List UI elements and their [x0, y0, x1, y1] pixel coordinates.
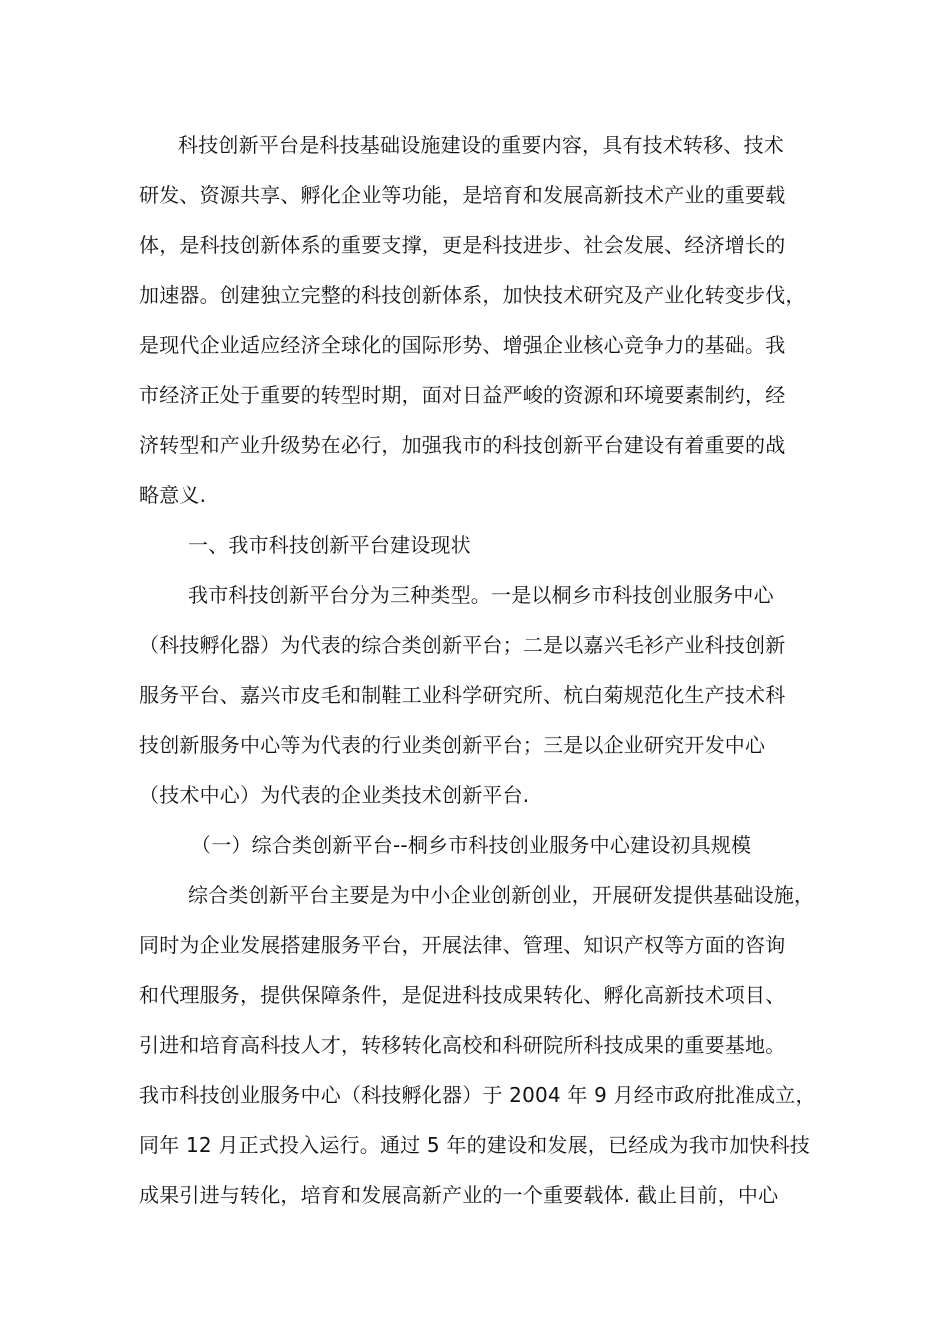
intro-line-1: 科技创新平台是科技基础设施建设的重要内容，具有技术转移、技术 [178, 133, 784, 157]
intro-line-5: 是现代企业适应经济全球化的国际形势、增强企业核心竞争力的基础。我 [139, 333, 786, 357]
types-line-5: （技术中心）为代表的企业类技术创新平台. [139, 783, 530, 807]
section-heading-1: 一、我市科技创新平台建设现状 [188, 533, 471, 557]
intro-line-4: 加速器。创建独立完整的科技创新体系，加快技术研究及产业化转变步伐， [139, 283, 806, 307]
types-line-4: 技创新服务中心等为代表的行业类创新平台；三是以企业研究开发中心 [139, 733, 766, 757]
comprehensive-line-1: 综合类创新平台主要是为中小企业创新创业，开展研发提供基础设施， [188, 883, 815, 907]
intro-line-2: 研发、资源共享、孵化企业等功能，是培育和发展高新技术产业的重要载 [139, 183, 786, 207]
comprehensive-line-7: 成果引进与转化，培育和发展高新产业的一个重要载体. 截止目前，中心 [139, 1183, 779, 1207]
types-line-3: 服务平台、嘉兴市皮毛和制鞋工业科学研究所、杭白菊规范化生产技术科 [139, 683, 786, 707]
intro-line-7: 济转型和产业升级势在必行，加强我市的科技创新平台建设有着重要的战 [139, 433, 786, 457]
types-line-1: 我市科技创新平台分为三种类型。一是以桐乡市科技创业服务中心 [188, 583, 774, 607]
intro-line-8: 略意义. [139, 483, 207, 507]
comprehensive-line-6: 同年 12 月正式投入运行。通过 5 年的建设和发展，已经成为我市加快科技 [139, 1133, 811, 1157]
types-line-2: （科技孵化器）为代表的综合类创新平台；二是以嘉兴毛衫产业科技创新 [139, 633, 786, 657]
comprehensive-line-2: 同时为企业发展搭建服务平台，开展法律、管理、知识产权等方面的咨询 [139, 933, 786, 957]
comprehensive-line-4: 引进和培育高科技人才，转移转化高校和科研院所科技成果的重要基地。 [139, 1033, 786, 1057]
comprehensive-line-3: 和代理服务，提供保障条件，是促进科技成果转化、孵化高新技术项目、 [139, 983, 786, 1007]
section-heading-1-1: （一）综合类创新平台--桐乡市科技创业服务中心建设初具规模 [191, 833, 752, 857]
comprehensive-line-5: 我市科技创业服务中心（科技孵化器）于 2004 年 9 月经市政府批准成立， [139, 1083, 816, 1107]
intro-line-6: 市经济正处于重要的转型时期，面对日益严峻的资源和环境要素制约，经 [139, 383, 786, 407]
intro-line-3: 体，是科技创新体系的重要支撑，更是科技进步、社会发展、经济增长的 [139, 233, 786, 257]
